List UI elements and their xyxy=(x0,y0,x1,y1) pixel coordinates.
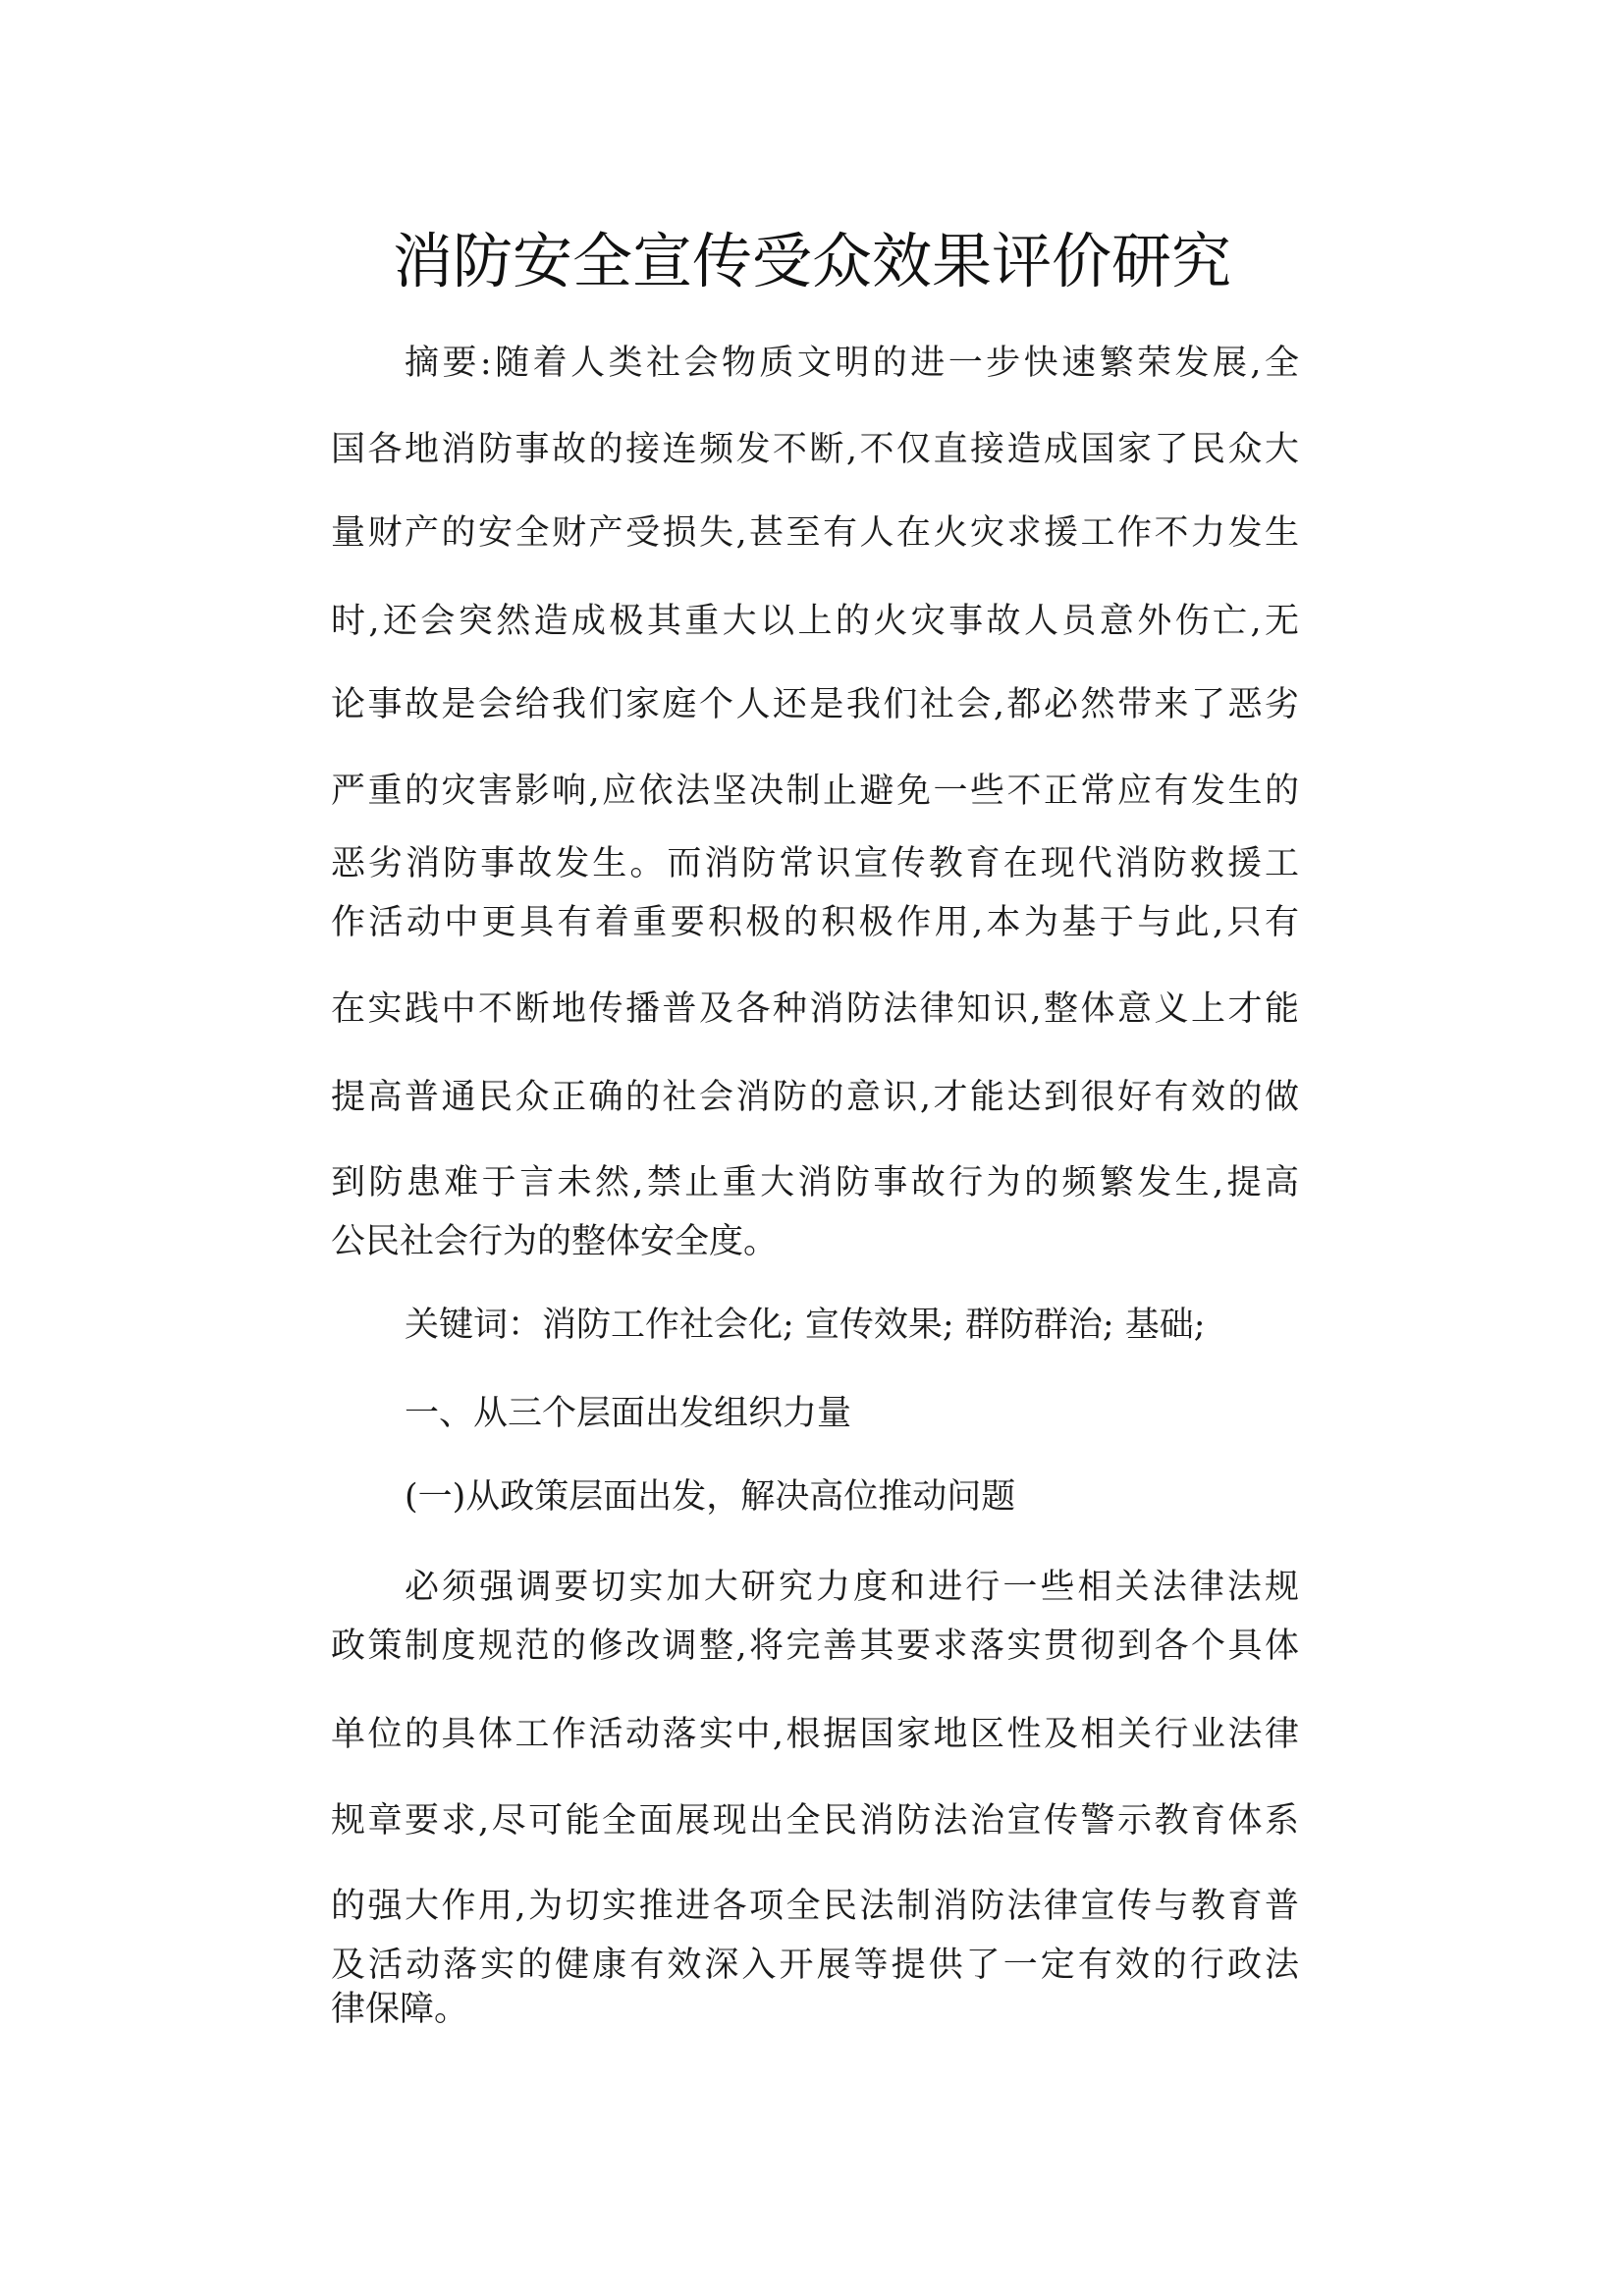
document-title: 消防安全宣传受众效果评价研究 xyxy=(392,227,1231,296)
abstract-line: 国各地消防事故的接连频发不断,不仅直接造成国家了民众大 xyxy=(331,430,1299,469)
abstract-line: 摘要:随着人类社会物质文明的进一步快速繁荣发展,全 xyxy=(405,344,1299,383)
abstract-line: 提高普通民众正确的社会消防的意识,才能达到很好有效的做 xyxy=(331,1078,1299,1117)
abstract-line: 严重的灾害影响,应依法坚决制止避免一些不正常应有发生的 xyxy=(331,772,1299,811)
keywords-line: 关键词：消防工作社会化; 宣传效果; 群防群治; 基础; xyxy=(405,1306,1206,1345)
body-line: 的强大作用,为切实推进各项全民法制消防法律宣传与教育普 xyxy=(331,1887,1299,1926)
abstract-line: 量财产的安全财产受损失,甚至有人在火灾求援工作不力发生 xyxy=(331,513,1299,553)
body-line: 及活动落实的健康有效深入开展等提供了一定有效的行政法 xyxy=(331,1946,1299,1985)
abstract-line: 在实践中不断地传播普及各种消防法律知识,整体意义上才能 xyxy=(331,989,1299,1029)
abstract-line: 时,还会突然造成极其重大以上的火灾事故人员意外伤亡,无 xyxy=(331,602,1299,641)
abstract-line: 论事故是会给我们家庭个人还是我们社会,都必然带来了恶劣 xyxy=(331,685,1299,724)
body-line: 单位的具体工作活动落实中,根据国家地区性及相关行业法律 xyxy=(331,1715,1299,1754)
abstract-line: 公民社会行为的整体安全度。 xyxy=(331,1222,779,1261)
abstract-line: 到防患难于言未然,禁止重大消防事故行为的频繁发生,提高 xyxy=(331,1163,1299,1202)
body-line: 律保障。 xyxy=(331,1990,469,2029)
abstract-line: 作活动中更具有着重要积极的积极作用,本为基于与此,只有 xyxy=(331,903,1299,942)
body-line: 政策制度规范的修改调整,将完善其要求落实贯彻到各个具体 xyxy=(331,1627,1299,1666)
section-heading: 一、从三个层面出发组织力量 xyxy=(405,1394,852,1433)
abstract-line: 恶劣消防事故发生。而消防常识宣传教育在现代消防救援工 xyxy=(331,844,1299,883)
body-line: 规章要求,尽可能全面展现出全民消防法治宣传警示教育体系 xyxy=(331,1801,1299,1841)
subsection-heading: (一)从政策层面出发，解决高位推动问题 xyxy=(405,1477,1016,1517)
body-line: 必须强调要切实加大研究力度和进行一些相关法律法规 xyxy=(405,1568,1299,1607)
